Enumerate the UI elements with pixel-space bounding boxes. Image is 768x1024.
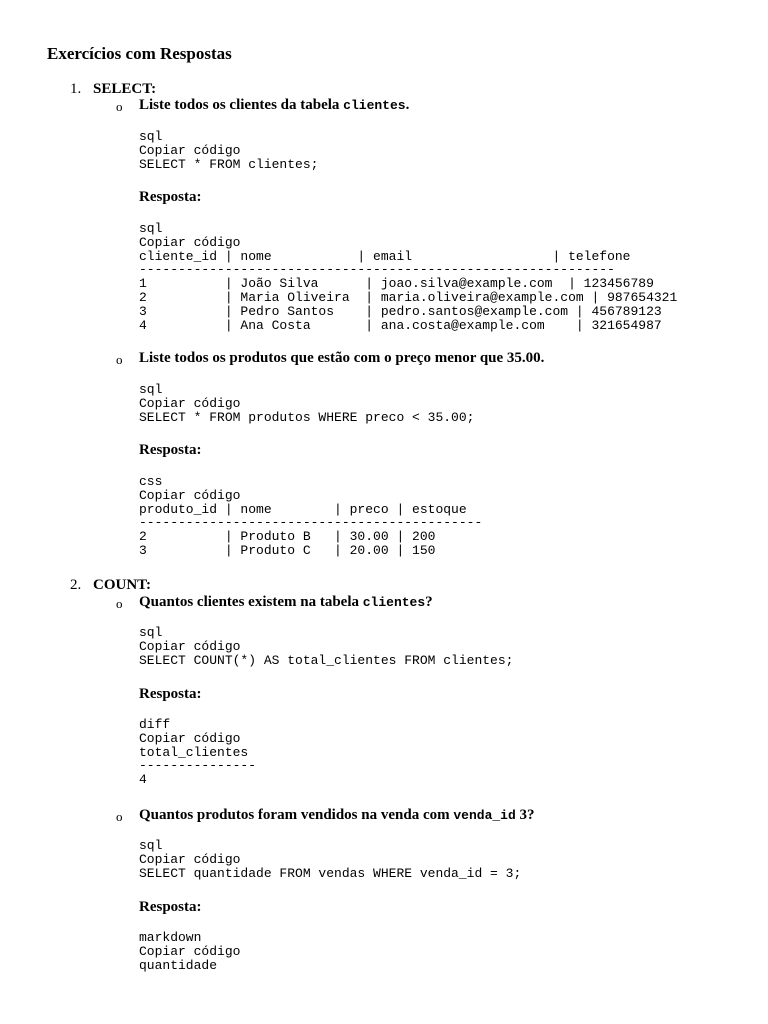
answer-label: Resposta:: [139, 189, 202, 205]
inline-code: clientes: [362, 595, 426, 610]
section-title: COUNT:: [93, 577, 152, 593]
answer-label: Resposta:: [139, 899, 202, 915]
answer-label: Resposta:: [139, 686, 202, 702]
answer-label: Resposta:: [139, 442, 202, 458]
copy-code-button[interactable]: Copiar código: [139, 638, 241, 654]
question-text-part: Liste todos os produtos que estão com o preço menor que 35.00.: [139, 350, 545, 366]
result-line: cliente_id | nome | email | telefone: [139, 248, 631, 264]
code-language-label: sql: [139, 838, 163, 853]
copy-code-button[interactable]: Copiar código: [139, 487, 241, 503]
result-line: quantidade: [139, 957, 218, 973]
code-line: SELECT * FROM produtos WHERE preco < 35.00;: [139, 409, 475, 425]
code-language-label: diff: [139, 717, 171, 732]
result-line: total_clientes: [139, 744, 249, 760]
result-line: --------------------------------------------: [139, 515, 483, 531]
inline-code: venda_id: [453, 808, 516, 823]
code-block: [139, 931, 240, 972]
copy-code-button[interactable]: Copiar código: [139, 943, 241, 959]
code-language-label: sql: [139, 625, 163, 640]
code-block: [139, 626, 513, 667]
question-text-part: Quantos produtos foram vendidos na venda com: [139, 807, 454, 823]
copy-code-button[interactable]: Copiar código: [139, 234, 241, 250]
result-line: 3 | Produto C | 20.00 | 150: [139, 542, 436, 558]
code-language-label: sql: [139, 129, 163, 144]
list-bullet: o: [116, 809, 123, 824]
inline-code: clientes: [343, 98, 406, 113]
code-line: SELECT quantidade FROM vendas WHERE venda_id = 3;: [139, 865, 522, 881]
list-bullet: o: [116, 99, 123, 114]
question-text: [139, 350, 544, 367]
result-line: 2 | Maria Oliveira | maria.oliveira@example.com | 987654321: [139, 289, 678, 305]
question-text: [139, 807, 535, 824]
code-block: [139, 475, 482, 558]
code-block: [139, 222, 677, 332]
code-block: [139, 718, 256, 787]
code-language-label: markdown: [139, 930, 202, 945]
copy-code-button[interactable]: Copiar código: [139, 730, 241, 746]
result-line: ---------------: [139, 758, 257, 774]
result-line: produto_id | nome | preco | estoque: [139, 501, 467, 517]
question-text-part: Liste todos os clientes da tabela: [139, 97, 344, 113]
question-text-part: Quantos clientes existem na tabela: [139, 594, 363, 610]
list-bullet: o: [116, 596, 123, 611]
question-text: [139, 97, 409, 114]
code-language-label: sql: [139, 221, 163, 236]
result-line: 3 | Pedro Santos | pedro.santos@example.com | 456789123: [139, 303, 662, 319]
result-line: 4 | Ana Costa | ana.costa@example.com | 321654987: [139, 317, 662, 333]
section-number: 2.: [70, 577, 82, 593]
copy-code-button[interactable]: Copiar código: [139, 395, 241, 411]
question-text-part: ?: [425, 594, 433, 610]
result-line: 2 | Produto B | 30.00 | 200: [139, 529, 436, 545]
code-block: [139, 839, 521, 880]
code-block: [139, 130, 318, 171]
code-block: [139, 383, 474, 424]
code-line: SELECT COUNT(*) AS total_clientes FROM clientes;: [139, 652, 514, 668]
code-language-label: css: [139, 474, 163, 489]
question-text-part: 3?: [515, 807, 535, 823]
document-title: Exercícios com Respostas: [47, 44, 232, 63]
question-text-part: .: [405, 97, 410, 113]
result-line: 1 | João Silva | joao.silva@example.com | 123456789: [139, 276, 654, 292]
section-number: 1.: [70, 81, 82, 97]
result-line: -------------------------------------------------------------: [139, 262, 615, 278]
list-bullet: o: [116, 352, 123, 367]
copy-code-button[interactable]: Copiar código: [139, 851, 241, 867]
section-title: SELECT:: [93, 81, 157, 97]
code-line: SELECT * FROM clientes;: [139, 156, 319, 172]
copy-code-button[interactable]: Copiar código: [139, 142, 241, 158]
question-text: [139, 594, 433, 611]
result-line: 4: [139, 772, 147, 788]
code-language-label: sql: [139, 382, 163, 397]
